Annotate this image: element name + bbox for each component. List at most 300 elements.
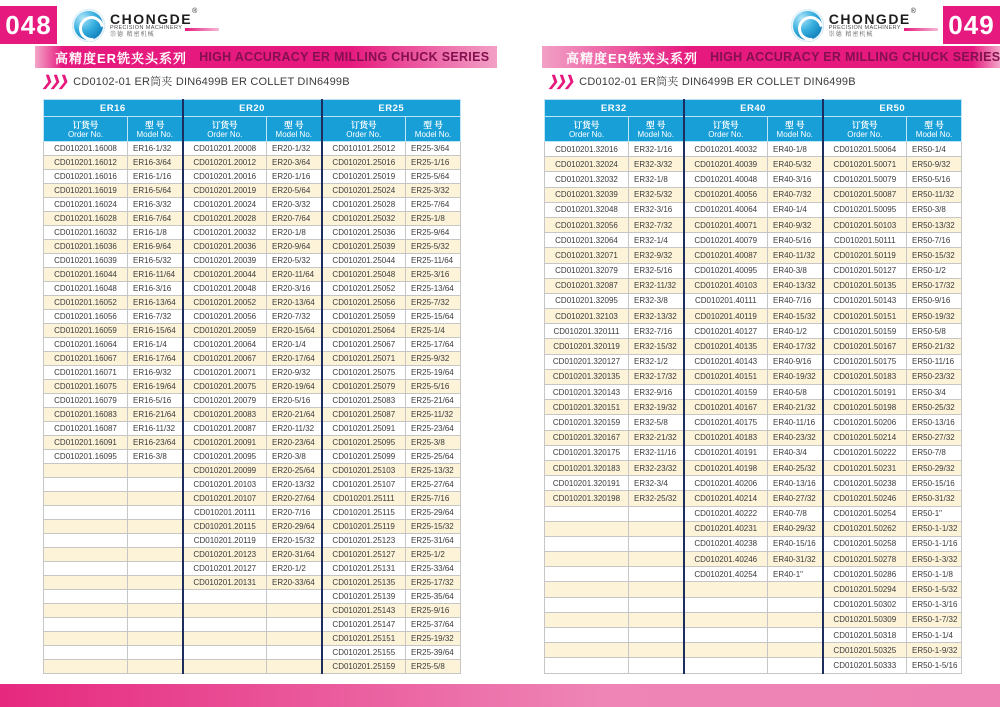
order-no-cell: CD010201.50079: [823, 172, 907, 187]
chongde-logo: [72, 4, 219, 46]
model-no-cell: ER25-5/8: [406, 660, 461, 674]
model-no-cell: [629, 597, 684, 612]
model-no-cell: [267, 660, 322, 674]
order-no-cell: [44, 646, 128, 660]
model-no-cell: ER25-1/8: [406, 212, 461, 226]
model-no-cell: ER32-25/32: [629, 491, 684, 506]
order-no-cell: CD010201.50278: [823, 552, 907, 567]
order-no-cell: [44, 492, 128, 506]
order-no-cell: CD010201.40231: [684, 521, 768, 536]
model-no-cell: ER32-9/16: [629, 385, 684, 400]
model-no-cell: ER25-25/64: [406, 450, 461, 464]
order-no-cell: CD010201.50111: [823, 233, 907, 248]
order-no-cell: CD010201.40127: [684, 324, 768, 339]
model-no-cell: ER50-1-5/32: [907, 582, 962, 597]
model-no-cell: ER25-3/8: [406, 436, 461, 450]
product-subtitle: [42, 72, 350, 90]
order-no-cell: [44, 534, 128, 548]
order-no-cell: CD010201.16044: [44, 268, 128, 282]
order-no-cell: CD010201.20048: [183, 282, 267, 296]
model-no-cell: ER20-19/64: [267, 380, 322, 394]
order-no-cell: CD010201.50119: [823, 248, 907, 263]
model-no-cell: [768, 582, 823, 597]
model-no-cell: ER16-19/64: [128, 380, 183, 394]
model-no-cell: ER25-27/64: [406, 478, 461, 492]
model-no-cell: ER40-11/16: [768, 415, 823, 430]
order-no-cell: CD010201.40191: [684, 445, 768, 460]
order-no-cell: CD010201.40222: [684, 506, 768, 521]
order-no-cell: CD010201.16079: [44, 394, 128, 408]
table-row: [44, 352, 461, 366]
model-no-cell: ER50-13/32: [907, 217, 962, 232]
model-no-cell: ER20-1/8: [267, 226, 322, 240]
order-no-cell: CD010201.20131: [183, 576, 267, 590]
collet-size-table: [544, 99, 962, 674]
order-no-cell: [44, 618, 128, 632]
group-header-er25: ER25: [322, 100, 461, 117]
order-no-cell: CD010201.20087: [183, 422, 267, 436]
order-no-cell: CD010201.40159: [684, 385, 768, 400]
model-no-cell: ER40-15/16: [768, 536, 823, 551]
order-no-cell: [684, 597, 768, 612]
order-no-cell: CD010201.25016: [322, 156, 406, 170]
model-col-header-er20: 型 号 Model No.: [267, 117, 322, 142]
table-row: [545, 233, 962, 248]
order-no-cell: CD010201.25151: [322, 632, 406, 646]
table-row: [545, 354, 962, 369]
order-no-cell: CD010201.25115: [322, 506, 406, 520]
order-no-cell: CD010201.50159: [823, 324, 907, 339]
order-no-cell: CD010201.320183: [545, 460, 629, 475]
model-no-cell: [128, 548, 183, 562]
model-no-cell: [267, 646, 322, 660]
order-no-cell: CD010201.20103: [183, 478, 267, 492]
model-no-cell: ER50-27/32: [907, 430, 962, 445]
model-no-cell: ER50-1-9/32: [907, 643, 962, 658]
table-row: [545, 506, 962, 521]
model-no-cell: ER40-3/16: [768, 172, 823, 187]
logo-text-block: [828, 7, 938, 39]
table-row: [545, 491, 962, 506]
model-no-cell: [128, 534, 183, 548]
table-row: [44, 268, 461, 282]
model-no-cell: ER16-21/64: [128, 408, 183, 422]
model-no-cell: ER25-11/64: [406, 254, 461, 268]
order-col-header-er40: 订货号 Order No.: [684, 117, 768, 142]
model-no-cell: ER20-13/32: [267, 478, 322, 492]
order-no-cell: CD010201.32087: [545, 278, 629, 293]
table-row: [44, 618, 461, 632]
table-row: [545, 567, 962, 582]
model-no-cell: ER40-25/32: [768, 460, 823, 475]
order-no-cell: CD010201.16064: [44, 338, 128, 352]
group-header-er32: ER32: [545, 100, 684, 117]
model-no-cell: [128, 478, 183, 492]
order-no-cell: CD010201.20028: [183, 212, 267, 226]
order-no-cell: CD010201.20107: [183, 492, 267, 506]
page-048: [0, 0, 500, 684]
order-no-cell: [44, 576, 128, 590]
order-no-cell: CD010201.32064: [545, 233, 629, 248]
order-no-cell: CD010201.40151: [684, 369, 768, 384]
tagline-underline: [904, 28, 938, 31]
model-no-cell: ER40-19/32: [768, 369, 823, 384]
model-no-cell: ER20-27/64: [267, 492, 322, 506]
order-no-cell: CD010201.25123: [322, 534, 406, 548]
order-no-cell: CD010201.20123: [183, 548, 267, 562]
model-no-cell: ER20-31/64: [267, 548, 322, 562]
model-no-cell: ER20-1/32: [267, 142, 322, 156]
model-no-cell: ER32-1/8: [629, 172, 684, 187]
table-row: [545, 293, 962, 308]
order-no-cell: CD010201.50333: [823, 658, 907, 673]
order-no-cell: CD010201.20024: [183, 198, 267, 212]
model-no-cell: ER50-15/16: [907, 476, 962, 491]
model-no-cell: ER20-5/32: [267, 254, 322, 268]
order-no-cell: CD010201.40095: [684, 263, 768, 278]
order-no-cell: CD010201.320151: [545, 400, 629, 415]
page-049: [500, 0, 1000, 684]
order-no-cell: CD010201.40206: [684, 476, 768, 491]
registered-mark-icon: ®: [910, 7, 916, 15]
chongde-globe-icon: [791, 9, 824, 42]
chongde-globe-icon: [72, 9, 105, 42]
table-row: [44, 338, 461, 352]
order-col-header-er32: 订货号 Order No.: [545, 117, 629, 142]
model-no-cell: ER25-5/64: [406, 170, 461, 184]
order-no-cell: CD010201.16056: [44, 310, 128, 324]
model-no-cell: [629, 658, 684, 673]
model-no-cell: ER20-3/8: [267, 450, 322, 464]
order-no-cell: CD010201.16019: [44, 184, 128, 198]
order-no-cell: [545, 567, 629, 582]
order-no-cell: [684, 582, 768, 597]
model-no-cell: ER40-1/8: [768, 142, 823, 157]
order-no-cell: [44, 590, 128, 604]
order-no-cell: CD010201.50127: [823, 263, 907, 278]
model-no-cell: ER50-29/32: [907, 460, 962, 475]
brand-chinese: 崇德 精密机械: [110, 32, 155, 39]
order-no-cell: CD010201.25095: [322, 436, 406, 450]
table-row: [545, 521, 962, 536]
order-no-cell: [684, 658, 768, 673]
table-row: [545, 217, 962, 232]
model-no-cell: [128, 590, 183, 604]
table-row: [545, 400, 962, 415]
order-no-cell: CD010201.25071: [322, 352, 406, 366]
order-no-cell: CD010201.50095: [823, 202, 907, 217]
order-no-cell: CD010201.20111: [183, 506, 267, 520]
model-no-cell: ER40-5/32: [768, 157, 823, 172]
subtitle-text: CD0102-01 ER筒夹 DIN6499B ER COLLET DIN6499B: [579, 76, 856, 88]
model-no-cell: [629, 567, 684, 582]
model-no-cell: [629, 612, 684, 627]
order-no-cell: CD010201.40048: [684, 172, 768, 187]
order-no-cell: CD010201.20071: [183, 366, 267, 380]
tagline-underline: [185, 28, 219, 31]
model-no-cell: ER25-1/4: [406, 324, 461, 338]
order-no-cell: CD010201.20008: [183, 142, 267, 156]
order-no-cell: CD010201.20099: [183, 464, 267, 478]
order-no-cell: [44, 562, 128, 576]
order-no-cell: CD010201.40198: [684, 460, 768, 475]
table-row: [545, 157, 962, 172]
model-no-cell: [267, 632, 322, 646]
model-no-cell: ER20-17/64: [267, 352, 322, 366]
model-no-cell: ER16-1/8: [128, 226, 183, 240]
order-no-cell: CD010201.16052: [44, 296, 128, 310]
model-no-cell: ER32-23/32: [629, 460, 684, 475]
order-no-cell: CD010201.20052: [183, 296, 267, 310]
order-no-cell: CD010201.32032: [545, 172, 629, 187]
model-no-cell: ER16-9/64: [128, 240, 183, 254]
model-no-cell: ER16-1/4: [128, 338, 183, 352]
order-no-cell: CD010201.20127: [183, 562, 267, 576]
model-no-cell: ER50-7/8: [907, 445, 962, 460]
order-no-cell: CD010201.40175: [684, 415, 768, 430]
order-no-cell: CD010201.25075: [322, 366, 406, 380]
model-no-cell: [768, 643, 823, 658]
order-no-cell: CD010201.16012: [44, 156, 128, 170]
order-no-cell: CD010201.20075: [183, 380, 267, 394]
order-no-cell: CD010201.50151: [823, 309, 907, 324]
model-no-cell: ER20-5/16: [267, 394, 322, 408]
order-no-cell: CD010201.25056: [322, 296, 406, 310]
table-row: [44, 478, 461, 492]
order-no-cell: CD010201.40183: [684, 430, 768, 445]
brand-tagline: PRECISION MACHINERY: [110, 25, 183, 32]
model-no-cell: ER32-1/4: [629, 233, 684, 248]
order-no-cell: CD010201.50325: [823, 643, 907, 658]
table-row: [545, 324, 962, 339]
order-no-cell: CD010201.320198: [545, 491, 629, 506]
table-row: [44, 254, 461, 268]
model-no-cell: ER32-19/32: [629, 400, 684, 415]
model-no-cell: ER50-1-1/8: [907, 567, 962, 582]
model-no-cell: ER25-3/32: [406, 184, 461, 198]
order-no-cell: CD010201.40214: [684, 491, 768, 506]
order-no-cell: CD010201.16067: [44, 352, 128, 366]
model-no-cell: ER20-11/32: [267, 422, 322, 436]
order-no-cell: CD010201.40238: [684, 536, 768, 551]
model-no-cell: ER25-5/32: [406, 240, 461, 254]
model-no-cell: ER20-7/32: [267, 310, 322, 324]
model-no-cell: ER16-13/64: [128, 296, 183, 310]
order-no-cell: CD010201.25143: [322, 604, 406, 618]
order-no-cell: [684, 643, 768, 658]
order-no-cell: [545, 506, 629, 521]
model-no-cell: ER50-11/32: [907, 187, 962, 202]
order-no-cell: CD010201.40071: [684, 217, 768, 232]
table-row: [545, 263, 962, 278]
model-no-cell: ER50-1-3/16: [907, 597, 962, 612]
model-no-cell: ER20-7/16: [267, 506, 322, 520]
brand-name: CHONGDE: [110, 10, 193, 27]
order-no-cell: [183, 590, 267, 604]
model-no-cell: ER25-15/32: [406, 520, 461, 534]
order-no-cell: CD010201.50135: [823, 278, 907, 293]
order-no-cell: [44, 604, 128, 618]
table-row: [44, 310, 461, 324]
table-row: [44, 240, 461, 254]
table-row: [44, 380, 461, 394]
order-no-cell: CD010201.32056: [545, 217, 629, 232]
order-no-cell: [44, 464, 128, 478]
model-no-cell: ER20-7/64: [267, 212, 322, 226]
model-no-cell: ER50-5/8: [907, 324, 962, 339]
model-no-cell: ER40-23/32: [768, 430, 823, 445]
model-no-cell: ER16-7/64: [128, 212, 183, 226]
order-no-cell: CD010201.25091: [322, 422, 406, 436]
model-no-cell: ER20-23/64: [267, 436, 322, 450]
model-no-cell: [128, 646, 183, 660]
model-no-cell: ER25-17/64: [406, 338, 461, 352]
registered-mark-icon: ®: [192, 7, 198, 15]
model-no-cell: ER25-35/64: [406, 590, 461, 604]
model-no-cell: [629, 628, 684, 643]
order-no-cell: CD010201.20056: [183, 310, 267, 324]
subtitle-text: CD0102-01 ER筒夹 DIN6499B ER COLLET DIN6499B: [73, 76, 350, 88]
model-no-cell: [768, 658, 823, 673]
order-no-cell: CD010201.32071: [545, 248, 629, 263]
order-no-cell: CD010201.320159: [545, 415, 629, 430]
model-no-cell: ER50-25/32: [907, 400, 962, 415]
table-row: [44, 520, 461, 534]
model-no-cell: ER20-11/64: [267, 268, 322, 282]
table-row: [44, 548, 461, 562]
order-no-cell: [44, 506, 128, 520]
series-title-en: HIGH ACCURACY ER MILLING CHUCK SERIES: [710, 50, 1000, 64]
model-no-cell: ER25-19/32: [406, 632, 461, 646]
model-no-cell: ER32-1/16: [629, 142, 684, 157]
model-no-cell: ER20-3/16: [267, 282, 322, 296]
model-no-cell: ER25-7/64: [406, 198, 461, 212]
order-no-cell: [44, 660, 128, 674]
model-no-cell: ER32-3/4: [629, 476, 684, 491]
model-no-cell: ER40-5/8: [768, 385, 823, 400]
model-no-cell: ER16-11/64: [128, 268, 183, 282]
model-no-cell: [128, 520, 183, 534]
table-row: [44, 464, 461, 478]
model-no-cell: ER16-3/16: [128, 282, 183, 296]
order-no-cell: CD010201.50258: [823, 536, 907, 551]
model-no-cell: ER50-3/8: [907, 202, 962, 217]
model-no-cell: [267, 604, 322, 618]
model-no-cell: ER50-9/32: [907, 157, 962, 172]
order-no-cell: CD010201.25083: [322, 394, 406, 408]
order-no-cell: CD010201.16071: [44, 366, 128, 380]
order-no-cell: CD010201.32095: [545, 293, 629, 308]
table-row: [44, 660, 461, 674]
model-no-cell: ER50-17/32: [907, 278, 962, 293]
model-no-cell: [629, 582, 684, 597]
order-no-cell: CD010201.32016: [545, 142, 629, 157]
table-row: [44, 422, 461, 436]
order-no-cell: CD010201.40246: [684, 552, 768, 567]
collet-size-table: [43, 99, 461, 674]
table-row: [44, 590, 461, 604]
model-no-cell: [267, 618, 322, 632]
order-no-cell: CD010201.16083: [44, 408, 128, 422]
model-no-cell: ER25-37/64: [406, 618, 461, 632]
order-no-cell: CD010201.50183: [823, 369, 907, 384]
order-no-cell: CD010201.25103: [322, 464, 406, 478]
model-no-cell: ER25-9/16: [406, 604, 461, 618]
model-no-cell: ER20-5/64: [267, 184, 322, 198]
model-no-cell: ER32-3/32: [629, 157, 684, 172]
table-row: [44, 646, 461, 660]
model-no-cell: ER16-7/32: [128, 310, 183, 324]
model-no-cell: ER40-21/32: [768, 400, 823, 415]
group-header-er20: ER20: [183, 100, 322, 117]
table-row: [44, 576, 461, 590]
order-no-cell: CD010201.32024: [545, 157, 629, 172]
order-no-cell: CD010201.20067: [183, 352, 267, 366]
order-no-cell: CD010201.16036: [44, 240, 128, 254]
order-no-cell: CD010201.16039: [44, 254, 128, 268]
model-no-cell: ER16-1/32: [128, 142, 183, 156]
model-no-cell: ER16-5/64: [128, 184, 183, 198]
order-no-cell: CD010201.20032: [183, 226, 267, 240]
model-no-cell: ER20-13/64: [267, 296, 322, 310]
model-no-cell: ER50-19/32: [907, 309, 962, 324]
order-no-cell: CD010201.25079: [322, 380, 406, 394]
model-no-cell: ER16-11/32: [128, 422, 183, 436]
order-no-cell: CD010201.20036: [183, 240, 267, 254]
model-no-cell: ER50-1-7/32: [907, 612, 962, 627]
model-col-header-er32: 型 号 Model No.: [629, 117, 684, 142]
model-no-cell: ER20-25/64: [267, 464, 322, 478]
table-row: [44, 184, 461, 198]
model-no-cell: ER32-1/2: [629, 354, 684, 369]
table-row: [545, 187, 962, 202]
model-no-cell: ER20-1/2: [267, 562, 322, 576]
order-no-cell: CD010201.20016: [183, 170, 267, 184]
order-no-cell: CD010201.25131: [322, 562, 406, 576]
model-no-cell: ER50-23/32: [907, 369, 962, 384]
model-no-cell: ER20-21/64: [267, 408, 322, 422]
model-no-cell: ER20-9/32: [267, 366, 322, 380]
order-no-cell: CD010201.40143: [684, 354, 768, 369]
model-no-cell: ER25-7/32: [406, 296, 461, 310]
model-no-cell: ER40-9/16: [768, 354, 823, 369]
model-no-cell: ER16-1/16: [128, 170, 183, 184]
order-no-cell: CD010201.16032: [44, 226, 128, 240]
series-banner: [542, 46, 1000, 68]
table-row: [545, 278, 962, 293]
order-no-cell: CD010201.25044: [322, 254, 406, 268]
model-no-cell: ER20-15/64: [267, 324, 322, 338]
model-no-cell: [128, 506, 183, 520]
model-no-cell: ER50-15/32: [907, 248, 962, 263]
model-no-cell: ER40-15/32: [768, 309, 823, 324]
order-no-cell: CD010201.50175: [823, 354, 907, 369]
model-no-cell: ER40-7/32: [768, 187, 823, 202]
order-col-header-er50: 订货号 Order No.: [823, 117, 907, 142]
model-no-cell: ER25-11/32: [406, 408, 461, 422]
collet-table-er16-er20-er25: [43, 99, 460, 674]
model-no-cell: ER40-29/32: [768, 521, 823, 536]
table-row: [545, 172, 962, 187]
model-no-cell: ER32-11/16: [629, 445, 684, 460]
order-no-cell: [183, 618, 267, 632]
order-no-cell: CD010201.50222: [823, 445, 907, 460]
table-row: [44, 212, 461, 226]
order-no-cell: [545, 643, 629, 658]
order-no-cell: CD010201.320119: [545, 339, 629, 354]
model-no-cell: ER32-13/32: [629, 309, 684, 324]
model-no-cell: [128, 492, 183, 506]
